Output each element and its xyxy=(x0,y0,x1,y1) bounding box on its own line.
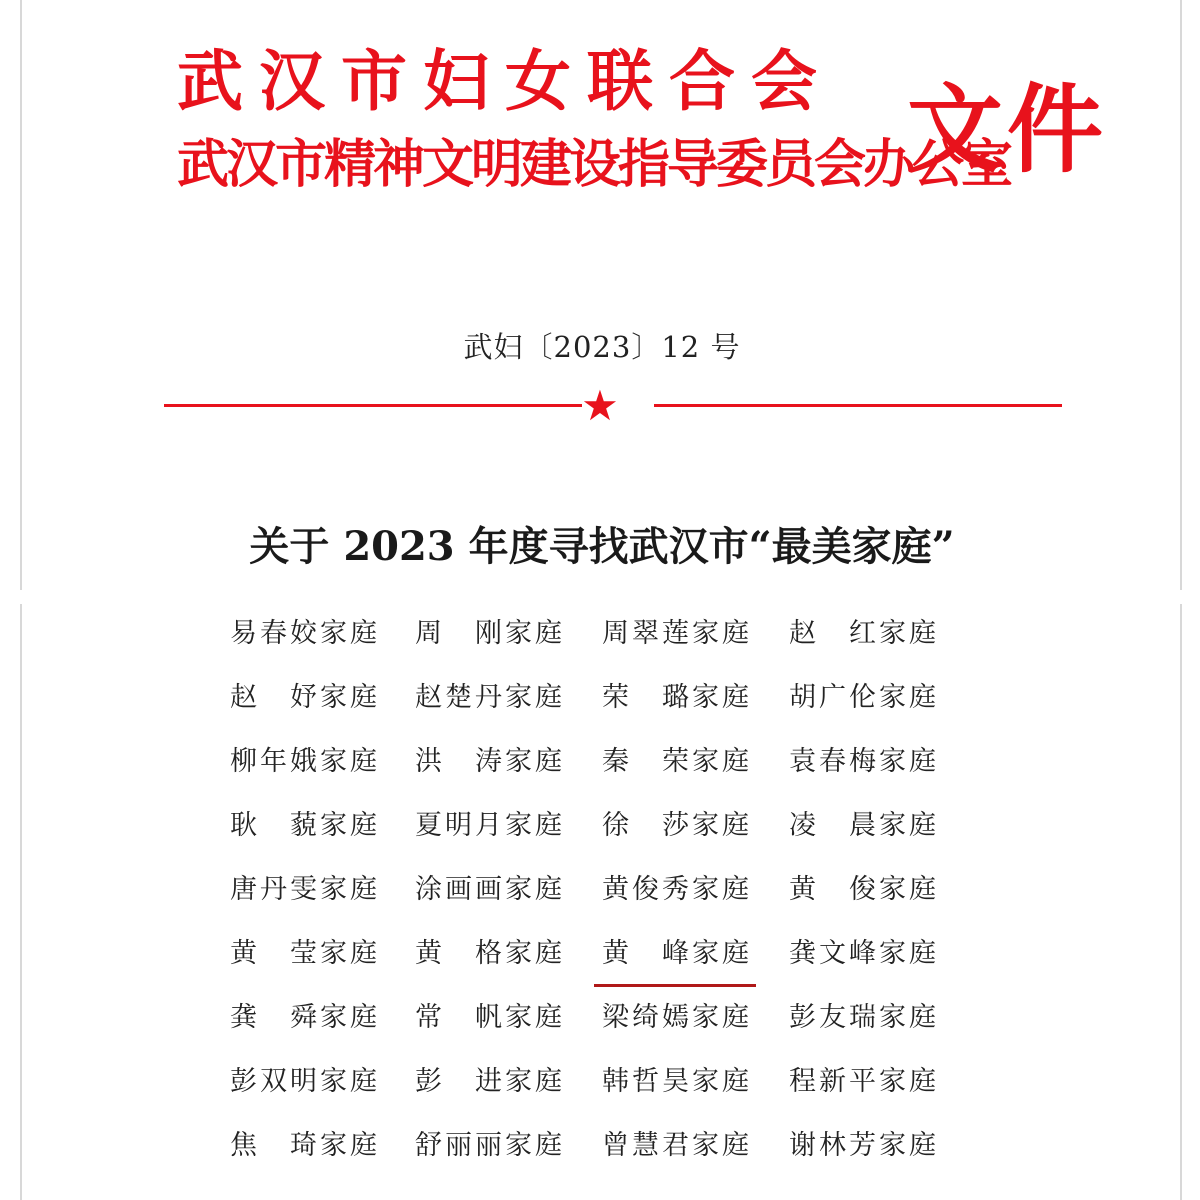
family-name-entry: 洪 涛家庭 xyxy=(415,746,565,777)
panel-gap xyxy=(0,590,1200,604)
family-name-entry: 龚文峰家庭 xyxy=(789,938,939,969)
family-name-entry: 舒丽丽家庭 xyxy=(415,1130,565,1161)
family-name-entry: 曾慧君家庭 xyxy=(602,1130,752,1161)
family-name-entry: 袁春梅家庭 xyxy=(789,746,939,777)
family-name-entry: 唐丹雯家庭 xyxy=(230,874,380,905)
document-title: 关于 2023 年度寻找武汉市“最美家庭” xyxy=(249,523,955,570)
family-name-entry: 夏明月家庭 xyxy=(415,810,565,841)
family-name-entry: 梁绮嫣家庭 xyxy=(602,1002,752,1033)
family-name-entry: 龚 舜家庭 xyxy=(230,1002,380,1033)
family-name-entry: 周翠莲家庭 xyxy=(602,618,752,649)
family-name-entry: 谢林芳家庭 xyxy=(789,1130,939,1161)
family-name-entry-highlighted: 黄 峰家庭 xyxy=(602,930,789,974)
document-number: 武妇〔2023〕12 号 xyxy=(463,330,741,364)
family-name-entry: 荣 璐家庭 xyxy=(602,682,752,713)
red-divider-left xyxy=(164,404,582,407)
org-name-civilization-office: 武汉市精神文明建设指导委员会办公室 xyxy=(177,134,1011,195)
family-name-entry: 常 帆家庭 xyxy=(415,1002,565,1033)
family-name-entry: 赵 红家庭 xyxy=(789,618,939,649)
family-name-entry: 彭双明家庭 xyxy=(230,1066,380,1097)
document-header-panel xyxy=(20,0,1182,590)
family-name-entry: 涂画画家庭 xyxy=(415,874,565,905)
org-name-womens-federation: 武汉市妇女联合会 xyxy=(177,42,833,120)
family-name-entry: 赵楚丹家庭 xyxy=(415,682,565,713)
issuing-organizations xyxy=(177,38,1010,200)
family-name-entry: 耿 藐家庭 xyxy=(230,810,380,841)
red-divider-right xyxy=(654,404,1062,407)
family-name-entry: 黄 俊家庭 xyxy=(789,874,939,905)
family-name-entry: 黄俊秀家庭 xyxy=(602,874,752,905)
family-name-entry: 韩哲昊家庭 xyxy=(602,1066,752,1097)
family-name-entry: 柳年娥家庭 xyxy=(230,746,380,777)
family-name-entry: 程新平家庭 xyxy=(789,1066,939,1097)
family-name-entry: 秦 荣家庭 xyxy=(602,746,752,777)
family-name-entry: 黄 莹家庭 xyxy=(230,938,380,969)
star-icon: ★ xyxy=(581,381,619,430)
family-name-entry: 易春姣家庭 xyxy=(230,618,380,649)
family-name-grid xyxy=(230,610,959,1186)
family-name-entry: 彭友瑞家庭 xyxy=(789,1002,939,1033)
family-name-entry: 凌 晨家庭 xyxy=(789,810,939,841)
family-name-entry: 彭 进家庭 xyxy=(415,1066,565,1097)
family-name-entry: 焦 琦家庭 xyxy=(230,1130,380,1161)
document-type-label: 文件 xyxy=(907,73,1107,186)
family-name-entry: 黄 格家庭 xyxy=(415,938,565,969)
family-name-entry: 赵 妤家庭 xyxy=(230,682,380,713)
family-list-panel xyxy=(20,604,1182,1200)
family-name-entry: 徐 莎家庭 xyxy=(602,810,752,841)
family-name-entry: 周 刚家庭 xyxy=(415,618,565,649)
family-name-entry: 胡广伦家庭 xyxy=(789,682,939,713)
